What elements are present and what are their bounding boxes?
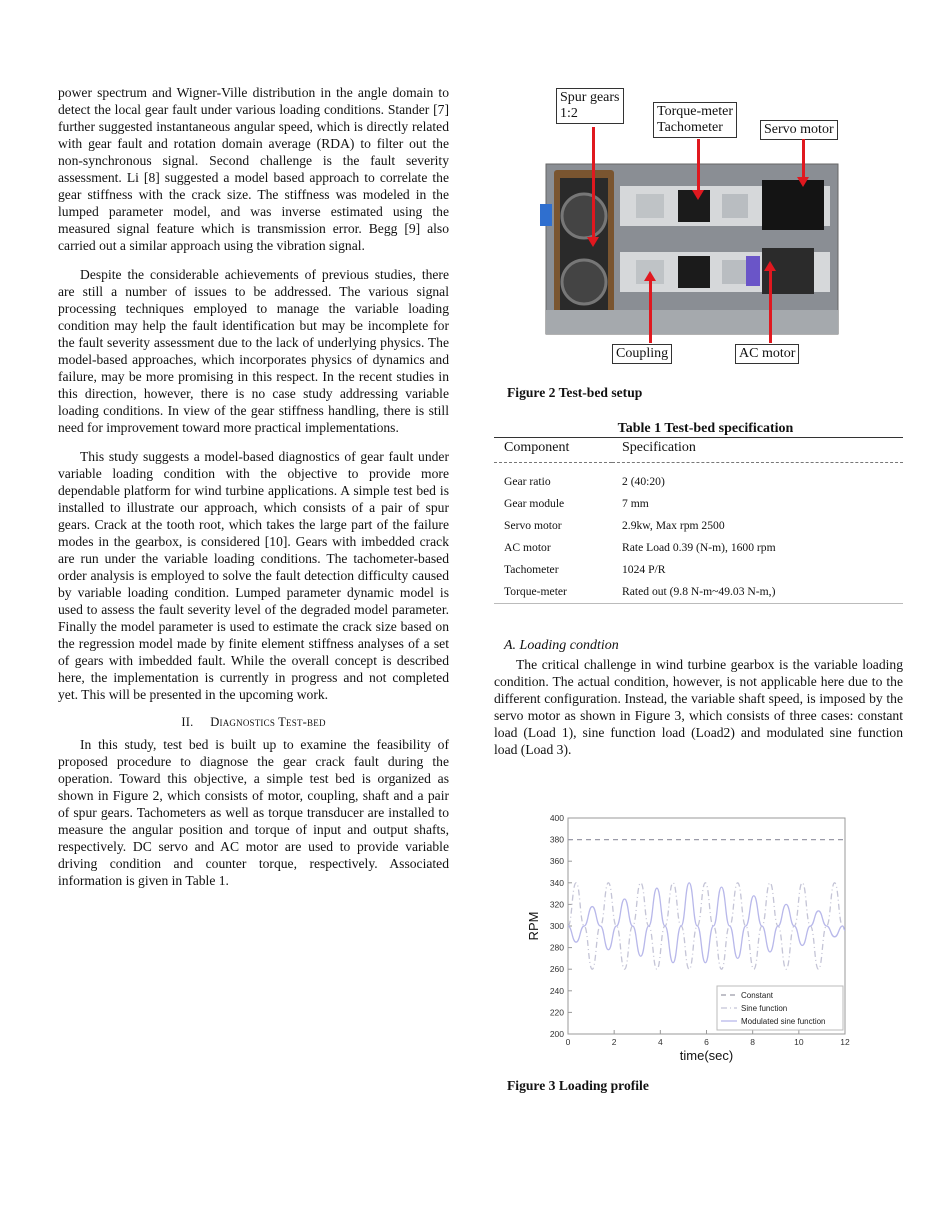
- x-tick-label: 2: [611, 1037, 617, 1047]
- y-tick-label: 260: [549, 964, 564, 975]
- paragraph: Despite the considerable achievements of previous studies, there are still a number of issues to be addressed. The various signal processing techniques employed to manage the variable loading condition may help the fault identification but may be incomplete for the fault severity assessment due to the lack of underlying physics. The model-based approaches, which incorporates physics of dynamics and failure, may be more promising in this respect. In the recent studies in this direction, however, there is no case study addressing variable loading conditions. In view of the gear stiffness handling, there is still need for improvement toward more practical implementations.: [58, 267, 449, 435]
- table-cell: Servo motor: [504, 518, 562, 532]
- x-tick-label: 4: [657, 1037, 663, 1047]
- section-title: Diagnostics Test-bed: [210, 715, 326, 729]
- table-cell: 2 (40:20): [622, 474, 665, 488]
- table-header: Component: [494, 438, 612, 463]
- section-number: II.: [181, 715, 194, 729]
- table-row: [494, 559, 903, 581]
- y-tick-label: 380: [549, 834, 564, 845]
- x-axis-label: time(sec): [679, 1048, 734, 1063]
- table-cell: Tachometer: [504, 562, 559, 576]
- x-tick-label: 0: [565, 1037, 571, 1047]
- legend-entry: Sine function: [741, 1004, 788, 1013]
- table-title: Table 1 Test-bed specification: [617, 421, 794, 436]
- paragraph: The critical challenge in wind turbine gearbox is the variable loading condition. The actual condition, however, is not applicable here due to the different configuration. Instead, the variable shaft speed, is imposed by the servo motor as shown in Figure 3, which consists of three cases: constant load (Load 1), sine function load (Load2) and modulated sine function load (Load 3).: [494, 657, 903, 757]
- legend-entry: Modulated sine function: [741, 1017, 826, 1026]
- paragraph: In this study, test bed is built up to examine the feasibility of proposed procedure to diagnose the gear crack fault during the operation. Toward this objective, a simple test bed is organized as shown in Figure 2, which consists of motor, coupling, shaft and a pair of spur gears. Tachometers as well as torque transducer are installed to measure the angular position and torque of input and output shafts, respectively. DC servo and AC motor are used to provide variable driving condition and counter torque, respectively. Associated information is given in Table 1.: [58, 737, 449, 888]
- table-header: Specification: [612, 438, 903, 463]
- arrow-spur-gears: [592, 127, 595, 239]
- y-tick-label: 280: [549, 942, 564, 953]
- x-tick-label: 12: [840, 1037, 850, 1047]
- y-tick-label: 360: [549, 856, 564, 867]
- label-torque-meter: Torque-meter Tachometer: [653, 102, 737, 138]
- label-ac-motor: AC motor: [735, 344, 799, 364]
- table-header-row: [494, 438, 903, 463]
- table-1: [494, 421, 903, 604]
- table-row: [494, 581, 903, 604]
- table-cell: 1024 P/R: [622, 562, 666, 576]
- loading-profile-chart: [524, 808, 854, 1068]
- y-tick-label: 340: [549, 877, 564, 888]
- paragraph: power spectrum and Wigner-Ville distribution in the angle domain to detect the local gear fault under various loading conditions. Stander [7] further suggested instantaneous angular speed, which is directly related with gear fault and rotation domain average (RDA) to filter out the non-synchronous signal. Second challenge is the fault severity assessment. Li [8] suggested a model based approach to correlate the gear stiffness with the crack size. The stiffness was modeled in the lumped parameter model, and was inverse estimated using the measured signal feature which is transmission error. Begg [9] also carried out a similar approach using the vibration signal.: [58, 85, 449, 253]
- y-tick-label: 400: [549, 813, 564, 823]
- y-tick-label: 200: [549, 1029, 564, 1039]
- table-cell: Gear ratio: [504, 474, 551, 488]
- y-axis-label: RPM: [526, 911, 541, 941]
- left-column: [58, 84, 449, 901]
- label-coupling: Coupling: [612, 344, 672, 364]
- table-cell: 2.9kw, Max rpm 2500: [622, 518, 725, 532]
- table-cell: AC motor: [504, 540, 551, 554]
- table-cell: Gear module: [504, 496, 565, 510]
- label-servo-motor: Servo motor: [760, 120, 838, 140]
- legend-entry: Constant: [741, 991, 774, 1000]
- arrow-ac-motor: [769, 269, 772, 343]
- table-cell: 7 mm: [622, 496, 649, 510]
- table-row: [494, 471, 903, 493]
- x-tick-label: 8: [750, 1037, 756, 1047]
- table-row: [494, 537, 903, 559]
- table-cell: Rate Load 0.39 (N-m), 1600 rpm: [622, 540, 776, 554]
- arrow-coupling: [649, 279, 652, 343]
- subsection-heading: A. Loading condtion: [504, 638, 619, 653]
- y-tick-label: 300: [549, 921, 564, 931]
- subsection-loading: [494, 638, 903, 770]
- x-tick-label: 10: [794, 1037, 804, 1047]
- table-row: [494, 515, 903, 537]
- arrow-servo-motor: [802, 139, 805, 179]
- figure-2-caption: Figure 2 Test-bed setup: [507, 385, 643, 400]
- arrow-torque-meter: [697, 139, 700, 192]
- paragraph: This study suggests a model-based diagnostics of gear fault under variable loading condition with the objective to provide more dependable platform for wind turbine applications. A simple test bed is installed to illustrate our approach, which consists of a pair of spur gears. Crack at the tooth root, which takes the large part of the failure modes in the gearbox, is considered [10]. Gears with imbedded crack are run under the variable loading conditions. The tachometer-based order analysis is employed to solve the fault detection difficulty caused by variable loading condition. Lumped parameter dynamic model is used to assess the fault severity level of the degraded model parameter. Finally the model parameter is used to estimate the crack size based on the regression model made by finite element stiffness analyses of a set of gears with imbedded fault. While the overall concept is described here, the implementation is currently in progress and not completed yet. This will be presented in the upcoming work.: [58, 449, 449, 702]
- label-spur-gears: Spur gears 1:2: [556, 88, 624, 124]
- table-row: [494, 493, 903, 515]
- y-tick-label: 320: [549, 899, 564, 910]
- x-tick-label: 6: [704, 1037, 709, 1047]
- y-tick-label: 220: [549, 1007, 564, 1018]
- spec-table: [494, 437, 903, 604]
- figure-3-caption: Figure 3 Loading profile: [507, 1078, 649, 1093]
- table-cell: Torque-meter: [494, 581, 612, 604]
- y-tick-label: 240: [549, 985, 564, 996]
- table-cell: Rated out (9.8 N-m~49.03 N-m,): [612, 581, 903, 604]
- table-row: [494, 463, 903, 471]
- section-heading: [58, 715, 449, 730]
- figure-2: [540, 84, 860, 374]
